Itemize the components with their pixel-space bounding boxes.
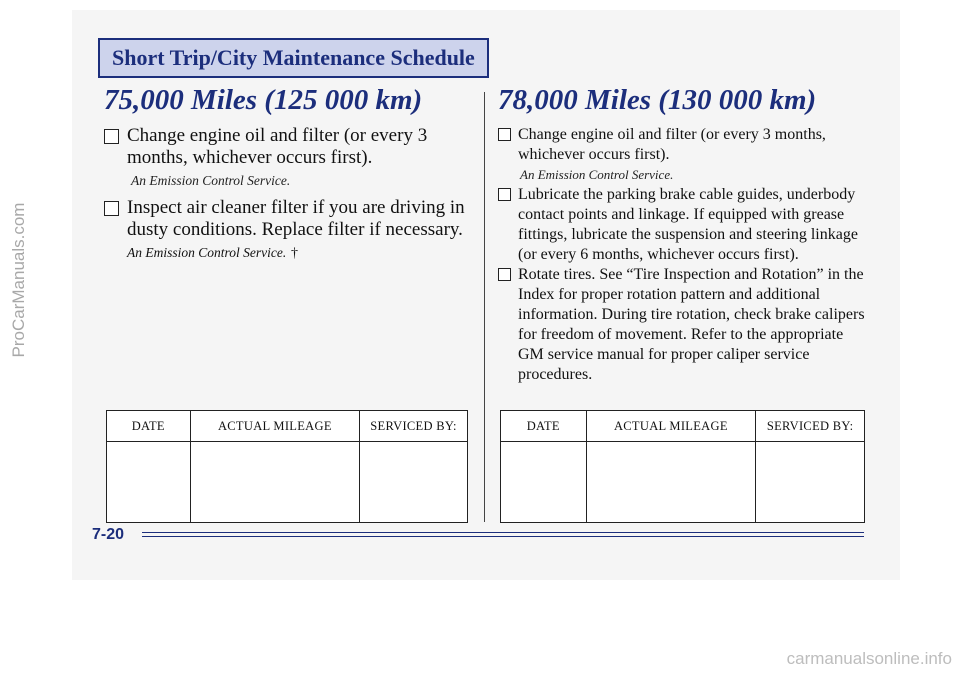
left-item-air-filter bbox=[104, 197, 466, 265]
checkbox[interactable] bbox=[498, 268, 511, 281]
mileage-cell[interactable] bbox=[190, 442, 360, 523]
item-text: Rotate tires. See “Tire Inspection and Rotation” in the Index for proper rotation pattern and additional information. During tire rotation, check brake calipers for freedom of movement. Refer to the appropriate GM service manual for proper caliper service procedures. bbox=[518, 266, 865, 383]
left-service-log-table bbox=[106, 410, 468, 523]
left-column bbox=[104, 84, 466, 265]
right-section-title: 78,000 Miles (130 000 km) bbox=[498, 84, 817, 116]
checkbox[interactable] bbox=[498, 128, 511, 141]
date-cell[interactable] bbox=[107, 442, 191, 523]
date-cell[interactable] bbox=[501, 442, 587, 523]
section-header bbox=[98, 38, 489, 78]
col-header-mileage: ACTUAL MILEAGE bbox=[190, 411, 360, 442]
col-header-date: DATE bbox=[501, 411, 587, 442]
mileage-cell[interactable] bbox=[586, 442, 756, 523]
serviced-by-cell[interactable] bbox=[756, 442, 865, 523]
footer-rule bbox=[142, 532, 864, 537]
item-text: Inspect air cleaner filter if you are driving in dusty conditions. Replace filter if necessary. bbox=[127, 197, 465, 240]
col-header-date: DATE bbox=[107, 411, 191, 442]
item-note: An Emission Control Service. bbox=[127, 245, 287, 260]
left-item-oil bbox=[104, 125, 466, 169]
dagger-mark: † bbox=[290, 246, 298, 261]
item-text: Change engine oil and filter (or every 3 months, whichever occurs first). bbox=[127, 125, 428, 168]
col-header-mileage: ACTUAL MILEAGE bbox=[586, 411, 756, 442]
serviced-by-cell[interactable] bbox=[360, 442, 468, 523]
page-number: 7-20 bbox=[92, 526, 125, 543]
right-item-rotate-tires bbox=[498, 265, 868, 385]
watermark-text: ProCarManuals.com bbox=[9, 202, 28, 358]
right-column bbox=[498, 84, 868, 385]
side-watermark bbox=[4, 110, 34, 450]
left-section-title: 75,000 Miles (125 000 km) bbox=[104, 84, 423, 116]
right-item-lubricate bbox=[498, 185, 868, 265]
item-text: Lubricate the parking brake cable guides, underbody contact points and linkage. If equipped with grease fittings, lubricate the suspension and steering linkage (or every 6 months, whichever occurs first). bbox=[518, 186, 858, 263]
checkbox[interactable] bbox=[104, 129, 119, 144]
col-header-serviced-by: SERVICED BY: bbox=[360, 411, 468, 442]
checkbox[interactable] bbox=[104, 201, 119, 216]
site-footer: carmanualsonline.info bbox=[786, 649, 952, 668]
header-title: Short Trip/City Maintenance Schedule bbox=[112, 45, 475, 70]
right-item-oil bbox=[498, 125, 868, 165]
col-header-serviced-by: SERVICED BY: bbox=[756, 411, 865, 442]
item-note: An Emission Control Service. bbox=[520, 167, 674, 182]
item-text: Change engine oil and filter (or every 3 months, whichever occurs first). bbox=[518, 126, 826, 163]
right-service-log-table bbox=[500, 410, 865, 523]
checkbox[interactable] bbox=[498, 188, 511, 201]
item-note: An Emission Control Service. bbox=[131, 173, 291, 188]
column-divider bbox=[484, 92, 485, 522]
